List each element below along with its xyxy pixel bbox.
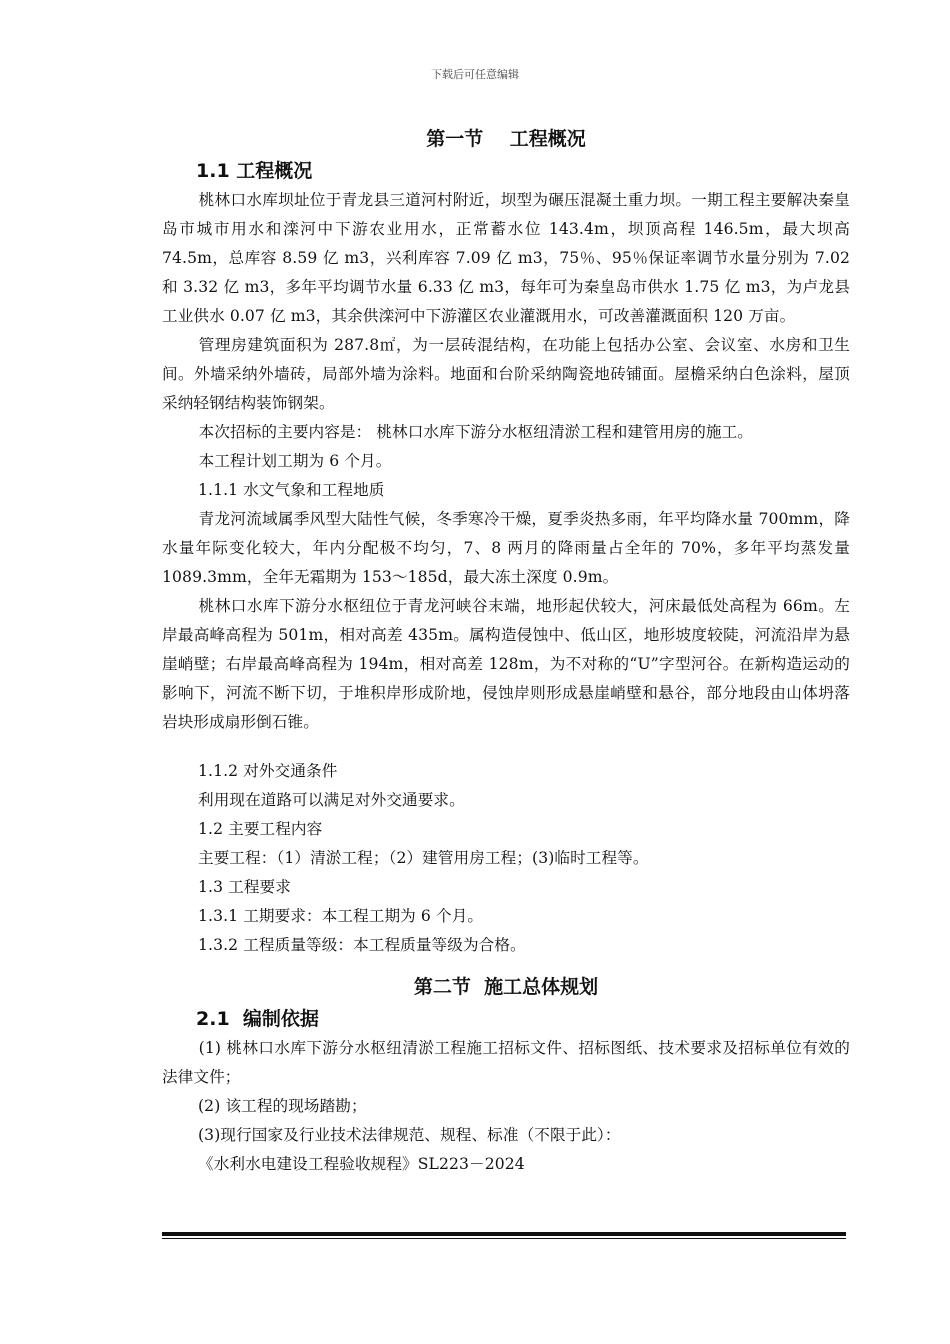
- paragraph-tender-content: 本次招标的主要内容是： 桃林口水库下游分水枢纽清淤工程和建管用房的施工。: [198, 423, 753, 441]
- paragraph-climate: 青龙河流域属季风型大陆性气候，冬季寒冷干燥，夏季炎热多雨，年平均降水量 700mm，降水量年际变化较大，年内分配极不均匀，7、8 两月的降雨量占全年的 70%，多年平均蒸发量 1089.3mm，全年无霜期为 153～185d，最大冻土深度 0.9m。: [162, 510, 850, 586]
- paragraph-main-works: 主要工程：（1）清淤工程；（2）建管用房工程；(3)临时工程等。: [198, 849, 649, 867]
- section-1-title: 第一节 工程概况: [426, 128, 586, 150]
- header-note: 下载后可任意编辑: [431, 68, 519, 81]
- heading-1-1-2: 1.1.2 对外交通条件: [198, 762, 338, 780]
- heading-1-1-1: 1.1.1 水文气象和工程地质: [198, 481, 385, 499]
- document-body: [162, 122, 850, 1179]
- paragraph-basis-3: (3)现行国家及行业技术法律规范、规程、标准（不限于此）：: [198, 1126, 621, 1144]
- paragraph-basis-2: (2) 该工程的现场踏勘；: [198, 1097, 367, 1115]
- paragraph-geology: 桃林口水库下游分水枢纽位于青龙河峡谷末端，地形起伏较大，河床最低处高程为 66m。左岸最高峰高程为 501m，相对高差 435m。属构造侵蚀中、低山区，地形坡度较陡，河流沿岸为悬崖峭壁；右岸最高峰高程为 194m，相对高差 128m，为不对称的“U”字型河谷。在新构造运动的影响下，河流不断下切，于堆积岸形成阶地，侵蚀岸则形成悬崖峭壁和悬谷，部分地段由山体坍落岩块形成扇形倒石锥。: [162, 597, 850, 731]
- subsection-1-1-title: 1.1 工程概况: [196, 160, 313, 182]
- subsection-2-1-title: 2.1 编制依据: [196, 1008, 319, 1030]
- paragraph-basis-1: (1) 桃林口水库下游分水枢纽清淤工程施工招标文件、招标图纸、技术要求及招标单位有效的法律文件；: [162, 1039, 850, 1086]
- paragraph-transport: 利用现在道路可以满足对外交通要求。: [198, 791, 465, 809]
- heading-1-3: 1.3 工程要求: [198, 878, 291, 896]
- footer-divider: [162, 1232, 846, 1239]
- section-2-title: 第二节 施工总体规划: [413, 976, 599, 998]
- paragraph-schedule: 本工程计划工期为 6 个月。: [198, 452, 392, 470]
- paragraph-reservoir-overview: 桃林口水库坝址位于青龙县三道河村附近，坝型为碾压混凝土重力坝。一期工程主要解决秦皇岛市城市用水和滦河中下游农业用水，正常蓄水位 143.4m，坝顶高程 146.5m，最大坝高 74.5m，总库容 8.59 亿 m3，兴利库容 7.09 亿 m3，75％、95％保证率调节水量分别为 7.02 和 3.32 亿 m3，多年平均调节水量 6.33 亿 m3，每年可为秦皇岛市供水 1.75 亿 m3，为卢龙县工业供水 0.07 亿 m3，其余供滦河中下游灌区农业灌溉用水，可改善灌溉面积 120 万亩。: [162, 191, 850, 325]
- heading-1-2: 1.2 主要工程内容: [198, 820, 323, 838]
- paragraph-management-building: 管理房建筑面积为 287.8㎡，为一层砖混结构，在功能上包括办公室、会议室、水房和卫生间。外墙采纳外墙砖，局部外墙为涂料。地面和台阶采纳陶瓷地砖铺面。屋檐采纳白色涂料，屋顶采纳轻钢结构装饰钢架。: [162, 336, 850, 412]
- paragraph-standard-reference: 《水利水电建设工程验收规程》SL223－2024: [198, 1155, 525, 1173]
- paragraph-quality-requirement: 1.3.2 工程质量等级：本工程质量等级为合格。: [198, 936, 526, 954]
- paragraph-duration-requirement: 1.3.1 工期要求：本工程工期为 6 个月。: [198, 907, 484, 925]
